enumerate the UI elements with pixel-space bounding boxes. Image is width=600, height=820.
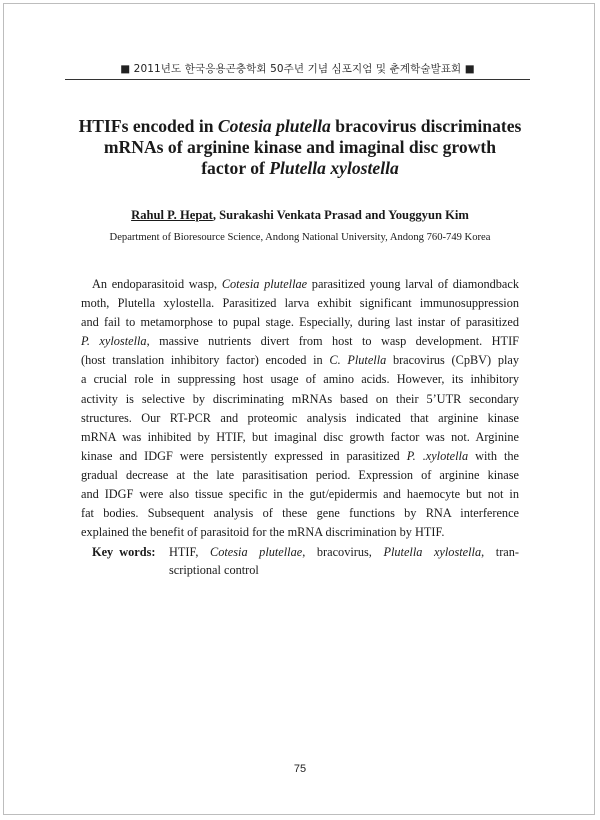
running-header: ■ 2011년도 한국응용곤충학회 50주년 기념 심포지엄 및 춘계학술발표회 ■: [120, 63, 475, 75]
abstract-line: activity is selective by discriminating mRNAs based on their 5’UTR secondary: [81, 391, 519, 406]
presenting-author: Rahul P. Hepat: [131, 208, 213, 222]
author-list: [60, 208, 540, 223]
keywords-line: HTIF, Cotesia plutellae, bracovirus, Plutella xylostella, tran-: [169, 545, 519, 559]
abstract-line: mRNA was inhibited by HTIF, but imaginal disc growth factor was not. Arginine: [81, 429, 519, 444]
page-number: 75: [293, 763, 307, 775]
header-rule: [65, 79, 530, 80]
abstract-line: P. xylostella, massive nutrients divert from host to wasp development. HTIF: [81, 334, 519, 349]
abstract-line: explained the benefit of parasitoid for the mRNA discrimination by HTIF.: [81, 525, 445, 540]
abstract-line: gradual decrease at the late parasitisation period. Expression of arginine kinase: [81, 467, 519, 482]
title-line: HTIFs encoded in Cotesia plutella bracovirus discriminates: [78, 116, 522, 136]
abstract-line: (host translation inhibitory factor) encoded in C. Plutella bracovirus (CpBV) play: [81, 353, 519, 368]
abstract-body: [81, 275, 519, 542]
co-authors: , Surakashi Venkata Prasad and Youggyun Kim: [212, 208, 469, 222]
abstract-line: and IDGF were also tissue specific in the gut/epidermis and haemocyte but not in: [81, 487, 519, 502]
abstract-line: and fail to metamorphose to pupal stage. Especially, during last instar of parasitized: [81, 315, 519, 330]
abstract-line: moth, Plutella xylostella. Parasitized larva exhibit significant immunosuppression: [81, 296, 519, 311]
keywords-list: [169, 543, 519, 579]
abstract-line: An endoparasitoid wasp, Cotesia plutellae parasitized young larval of diamondback: [92, 277, 519, 291]
keywords-line: scriptional control: [169, 563, 259, 577]
abstract-line: a crucial role in suppressing host usage of amino acids. However, its inhibitory: [81, 372, 519, 387]
paper-title: [60, 116, 540, 179]
abstract-line: kinase and IDGF were persistently expressed in parasitized P. .xylotella with the: [81, 448, 519, 463]
title-line: mRNAs of arginine kinase and imaginal disc growth: [103, 137, 497, 157]
abstract-line: structures. Our RT-PCR and proteomic analysis indicated that arginine kinase: [81, 410, 519, 425]
affiliation: Department of Bioresource Science, Andong National University, Andong 760-749 Korea: [109, 232, 491, 243]
title-line: factor of Plutella xylostella: [201, 158, 399, 178]
keywords-label: Key words:: [92, 545, 156, 559]
abstract-line: fat bodies. Subsequent analysis of these gene functions by RNA interference: [81, 506, 519, 521]
